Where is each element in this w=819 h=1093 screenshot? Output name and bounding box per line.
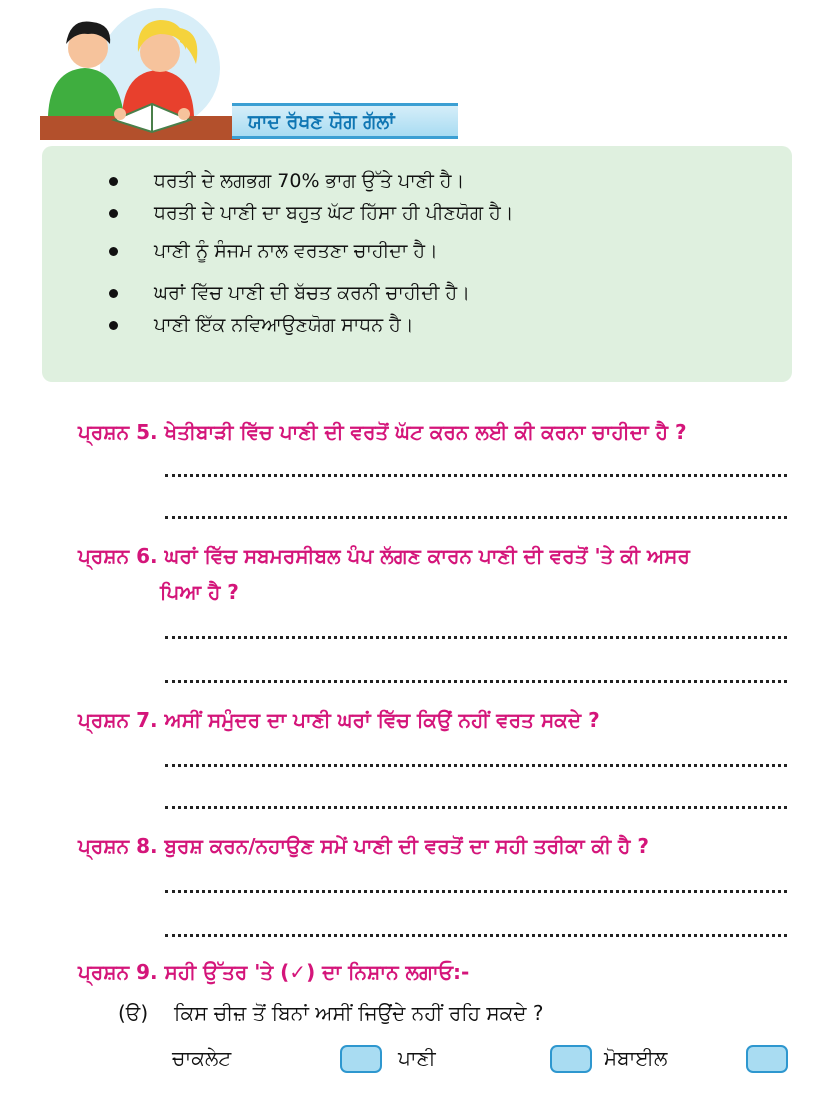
bullet-icon: [109, 321, 118, 330]
question-5: ਪ੍ਰਸ਼ਨ 5. ਖੇਤੀਬਾੜੀ ਵਿੱਚ ਪਾਣੀ ਦੀ ਵਰਤੋਂ ਘੱਟ ਕਰਨ ਲਈ ਕੀ ਕਰਨਾ ਚਾਹੀਦਾ ਹੈ ?: [78, 420, 687, 444]
mcq-question-text: ਕਿਸ ਚੀਜ਼ ਤੋਂ ਬਿਨਾਂ ਅਸੀਂ ਜਿਉਂਦੇ ਨਹੀਂ ਰਹਿ ਸਕਦੇ ?: [174, 1001, 544, 1025]
answer-line[interactable]: [165, 474, 787, 477]
remember-points-box: ਧਰਤੀ ਦੇ ਲਗਭਗ 70% ਭਾਗ ਉੱਤੇ ਪਾਣੀ ਹੈ। ਧਰਤੀ ਦੇ ਪਾਣੀ ਦਾ ਬਹੁਤ ਘੱਟ ਹਿੱਸਾ ਹੀ ਪੀਣਯੋਗ ਹੈ। ਪਾਣੀ ਨੂੰ ਸੰਜਮ ਨਾਲ ਵਰਤਣਾ ਚਾਹੀਦਾ ਹੈ। ਘਰਾਂ ਵਿੱਚ ਪਾਣੀ ਦੀ ਬੱਚਤ ਕਰਨੀ ਚਾਹੀਦੀ ਹੈ। ਪਾਣੀ ਇੱਕ ਨਵਿਆਉਣਯੋਗ ਸਾਧਨ ਹੈ।: [42, 146, 792, 382]
answer-line[interactable]: [165, 890, 787, 893]
option-label-chocolate: ਚਾਕਲੇਟ: [172, 1046, 232, 1070]
answer-line[interactable]: [165, 764, 787, 767]
banner-title: ਯਾਦ ਰੱਖਣ ਯੋਗ ਗੱਲਾਂ: [248, 111, 395, 133]
answer-line[interactable]: [165, 636, 787, 639]
mcq-marker: (ੳ): [118, 1001, 149, 1025]
option-label-mobile: ਮੋਬਾਈਲ: [604, 1046, 668, 1070]
bullet-icon: [109, 289, 118, 298]
answer-line[interactable]: [165, 934, 787, 937]
banner: [232, 103, 458, 139]
bullet-icon: [109, 209, 118, 218]
question-6: ਪ੍ਰਸ਼ਨ 6. ਘਰਾਂ ਵਿੱਚ ਸਬਮਰਸੀਬਲ ਪੰਪ ਲੱਗਣ ਕਾਰਨ ਪਾਣੀ ਦੀ ਵਰਤੋਂ 'ਤੇ ਕੀ ਅਸਰ: [78, 544, 690, 568]
bullet-icon: [109, 247, 118, 256]
option-checkbox-chocolate[interactable]: [340, 1045, 382, 1073]
answer-line[interactable]: [165, 516, 787, 519]
question-9: ਪ੍ਰਸ਼ਨ 9. ਸਹੀ ਉੱਤਰ 'ਤੇ (✓) ਦਾ ਨਿਸ਼ਾਨ ਲਗਾਓ:-: [78, 960, 470, 984]
question-8: ਪ੍ਰਸ਼ਨ 8. ਬੁਰਸ਼ ਕਰਨ/ਨਹਾਉਣ ਸਮੇਂ ਪਾਣੀ ਦੀ ਵਰਤੋਂ ਦਾ ਸਹੀ ਤਰੀਕਾ ਕੀ ਹੈ ?: [78, 834, 649, 858]
option-checkbox-water[interactable]: [550, 1045, 592, 1073]
bullet-icon: [109, 177, 118, 186]
option-label-water: ਪਾਣੀ: [398, 1046, 436, 1070]
option-checkbox-mobile[interactable]: [746, 1045, 788, 1073]
answer-line[interactable]: [165, 680, 787, 683]
mcq-question: [118, 1001, 544, 1025]
question-7: ਪ੍ਰਸ਼ਨ 7. ਅਸੀਂ ਸਮੁੰਦਰ ਦਾ ਪਾਣੀ ਘਰਾਂ ਵਿੱਚ ਕਿਉਂ ਨਹੀਂ ਵਰਤ ਸਕਦੇ ?: [78, 708, 600, 732]
question-6-continuation: ਪਿਆ ਹੈ ?: [160, 580, 239, 604]
answer-line[interactable]: [165, 806, 787, 809]
